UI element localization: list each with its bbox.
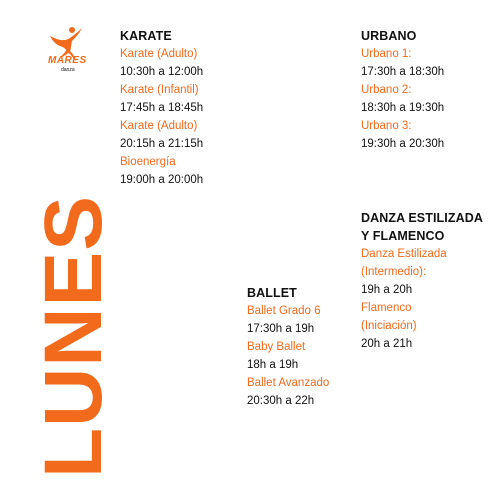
mares-danza-logo (44, 24, 94, 74)
urbano-class-time: 19:30h a 20:30h (361, 138, 445, 150)
danza-heading-line2: Y FLAMENCO (361, 229, 445, 243)
ballet-section (247, 284, 329, 410)
ballet-class-label: Ballet Grado 6 (247, 305, 321, 317)
ballet-class-time: 20:30h a 22h (247, 395, 315, 407)
ballet-class-label: Baby Ballet (247, 341, 306, 353)
urbano-class-label: Urbano 1: (361, 48, 412, 60)
urbano-class-label: Urbano 3: (361, 120, 412, 132)
danza-heading-line1: DANZA ESTILIZADA (361, 211, 483, 225)
danza-section (361, 209, 483, 353)
urbano-class-time: 18:30h a 19:30h (361, 102, 445, 114)
danza-class-label: (Intermedio): (361, 266, 427, 278)
karate-heading: KARATE (120, 29, 172, 43)
karate-class-label: Karate (Adulto) (120, 120, 198, 132)
karate-class-time: 20:15h a 21:15h (120, 138, 204, 150)
danza-class-label: Danza Estilizada (361, 248, 447, 260)
danza-class-label: Flamenco (361, 302, 412, 314)
urbano-section (361, 27, 444, 153)
ballet-class-label: Ballet Avanzado (247, 377, 330, 389)
day-title: LUNES (28, 195, 119, 478)
karate-section (120, 27, 203, 189)
karate-class-label: Karate (Infantil) (120, 84, 199, 96)
urbano-class-time: 17:30h a 18:30h (361, 66, 445, 78)
karate-class-time: 19:00h a 20:00h (120, 174, 204, 186)
ballet-class-time: 18h a 19h (247, 359, 299, 371)
karate-class-time: 17:45h a 18:45h (120, 102, 204, 114)
danza-class-time: 19h a 20h (361, 284, 413, 296)
ballet-class-time: 17:30h a 19h (247, 323, 315, 335)
urbano-heading: URBANO (361, 29, 417, 43)
ballet-heading: BALLET (247, 286, 297, 300)
urbano-class-label: Urbano 2: (361, 84, 412, 96)
karate-class-label: Bioenergía (120, 156, 176, 168)
logo-tagline: danza (61, 67, 75, 73)
karate-class-label: Karate (Adulto) (120, 48, 198, 60)
karate-class-time: 10:30h a 12:00h (120, 66, 204, 78)
danza-class-time: 20h a 21h (361, 338, 413, 350)
logo-name: MARES (48, 55, 87, 66)
danza-class-label: (Iniciación) (361, 320, 417, 332)
